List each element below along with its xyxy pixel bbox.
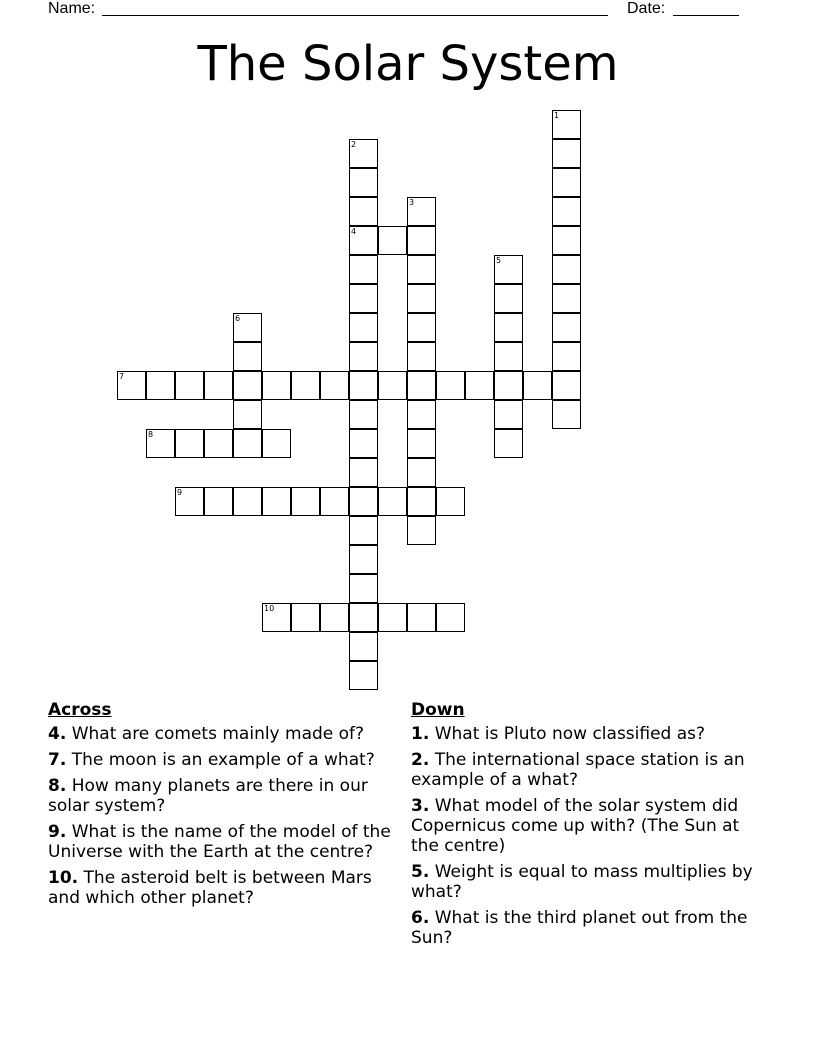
clue-text: What model of the solar system did Copernicus come up with? (The Sun at the centre)	[411, 796, 740, 856]
grid-cell[interactable]	[552, 110, 581, 139]
down-heading: Down	[411, 700, 465, 720]
grid-cell[interactable]	[349, 574, 378, 603]
grid-cell[interactable]	[349, 429, 378, 458]
grid-cell[interactable]	[349, 197, 378, 226]
grid-cell[interactable]	[146, 371, 175, 400]
grid-cell[interactable]	[378, 371, 407, 400]
clue-down-5	[411, 862, 771, 902]
grid-cell[interactable]	[349, 632, 378, 661]
grid-cell[interactable]	[175, 487, 204, 516]
grid-cell[interactable]	[552, 226, 581, 255]
grid-cell[interactable]	[378, 603, 407, 632]
clue-number: 8.	[48, 776, 67, 796]
grid-cell[interactable]	[349, 603, 378, 632]
grid-cell[interactable]	[262, 487, 291, 516]
clue-down-2	[411, 750, 771, 790]
grid-cell[interactable]	[494, 284, 523, 313]
across-clues	[48, 700, 398, 914]
grid-cell[interactable]	[407, 313, 436, 342]
clue-across-10	[48, 868, 398, 908]
grid-cell[interactable]	[349, 226, 378, 255]
grid-cell[interactable]	[262, 603, 291, 632]
clue-text: What is the third planet out from the Sun?	[411, 908, 748, 948]
grid-cell[interactable]	[407, 255, 436, 284]
grid-cell[interactable]	[523, 371, 552, 400]
grid-cell[interactable]	[233, 487, 262, 516]
grid-cell[interactable]	[349, 342, 378, 371]
name-field[interactable]	[102, 15, 608, 16]
grid-cell[interactable]	[175, 429, 204, 458]
grid-cell[interactable]	[349, 168, 378, 197]
clue-number: 6.	[411, 908, 430, 928]
grid-cell[interactable]	[262, 371, 291, 400]
clue-number: 7.	[48, 750, 67, 770]
clue-text: What is Pluto now classified as?	[434, 724, 706, 744]
clue-number: 9.	[48, 822, 67, 842]
grid-cell[interactable]	[262, 429, 291, 458]
grid-cell[interactable]	[465, 371, 494, 400]
cell-number: 1	[554, 111, 560, 120]
grid-cell[interactable]	[552, 400, 581, 429]
grid-cell[interactable]	[349, 661, 378, 690]
cell-number: 10	[264, 604, 275, 613]
page-title: The Solar System	[197, 36, 619, 92]
grid-cell[interactable]	[291, 371, 320, 400]
name-date-header	[48, 0, 768, 22]
grid-cell[interactable]	[349, 371, 378, 400]
clue-across-4	[48, 724, 398, 744]
clue-number: 10.	[48, 868, 79, 888]
grid-cell[interactable]	[349, 545, 378, 574]
grid-cell[interactable]	[407, 429, 436, 458]
grid-cell[interactable]	[407, 487, 436, 516]
clue-number: 3.	[411, 796, 430, 816]
grid-cell[interactable]	[146, 429, 175, 458]
grid-cell[interactable]	[407, 400, 436, 429]
grid-cell[interactable]	[349, 400, 378, 429]
grid-cell[interactable]	[436, 487, 465, 516]
clue-text: Weight is equal to mass multiplies by what?	[411, 862, 753, 902]
grid-cell[interactable]	[494, 255, 523, 284]
grid-cell[interactable]	[552, 255, 581, 284]
grid-cell[interactable]	[407, 342, 436, 371]
grid-cell[interactable]	[407, 603, 436, 632]
grid-cell[interactable]	[552, 284, 581, 313]
grid-cell[interactable]	[494, 371, 523, 400]
grid-cell[interactable]	[204, 487, 233, 516]
clue-text: What is the name of the model of the Universe with the Earth at the centre?	[48, 822, 391, 862]
grid-cell[interactable]	[320, 371, 349, 400]
grid-cell[interactable]	[436, 371, 465, 400]
clue-down-1	[411, 724, 771, 744]
across-heading: Across	[48, 700, 112, 720]
clue-down-3	[411, 796, 771, 856]
grid-cell[interactable]	[349, 255, 378, 284]
grid-cell[interactable]	[233, 313, 262, 342]
cell-number: 9	[177, 488, 183, 497]
cell-number: 3	[409, 198, 415, 207]
clue-across-9	[48, 822, 398, 862]
grid-cell[interactable]	[552, 313, 581, 342]
grid-cell[interactable]	[233, 429, 262, 458]
grid-cell[interactable]	[378, 226, 407, 255]
clue-number: 1.	[411, 724, 430, 744]
grid-cell[interactable]	[204, 429, 233, 458]
grid-cell[interactable]	[233, 400, 262, 429]
clue-text: The asteroid belt is between Mars and which other planet?	[48, 868, 372, 908]
cell-number: 8	[148, 430, 154, 439]
grid-cell[interactable]	[204, 371, 233, 400]
grid-cell[interactable]	[349, 458, 378, 487]
clue-down-6	[411, 908, 771, 948]
clue-number: 5.	[411, 862, 430, 882]
grid-cell[interactable]	[552, 371, 581, 400]
grid-cell[interactable]	[233, 371, 262, 400]
down-clues	[411, 700, 771, 954]
grid-cell[interactable]	[552, 139, 581, 168]
grid-cell[interactable]	[175, 371, 204, 400]
grid-cell[interactable]	[407, 458, 436, 487]
grid-cell[interactable]	[349, 487, 378, 516]
cell-number: 4	[351, 227, 357, 236]
clue-text: What are comets mainly made of?	[71, 724, 365, 744]
grid-cell[interactable]	[407, 197, 436, 226]
grid-cell[interactable]	[552, 197, 581, 226]
grid-cell[interactable]	[494, 400, 523, 429]
grid-cell[interactable]	[407, 226, 436, 255]
date-label: Date:	[627, 0, 666, 17]
grid-cell[interactable]	[494, 342, 523, 371]
grid-cell[interactable]	[552, 342, 581, 371]
grid-cell[interactable]	[291, 603, 320, 632]
grid-cell[interactable]	[320, 487, 349, 516]
grid-cell[interactable]	[349, 284, 378, 313]
grid-cell[interactable]	[494, 313, 523, 342]
clue-across-8	[48, 776, 398, 816]
cell-number: 7	[119, 372, 125, 381]
grid-cell[interactable]	[233, 342, 262, 371]
cell-number: 2	[351, 140, 357, 149]
grid-cell[interactable]	[436, 603, 465, 632]
grid-cell[interactable]	[407, 516, 436, 545]
grid-cell[interactable]	[291, 487, 320, 516]
grid-cell[interactable]	[349, 139, 378, 168]
clue-text: How many planets are there in our solar system?	[48, 776, 368, 816]
clue-text: The international space station is an example of a what?	[411, 750, 745, 790]
grid-cell[interactable]	[552, 168, 581, 197]
grid-cell[interactable]	[349, 516, 378, 545]
grid-cell[interactable]	[349, 313, 378, 342]
clue-across-7	[48, 750, 398, 770]
clue-number: 2.	[411, 750, 430, 770]
grid-cell[interactable]	[407, 284, 436, 313]
clue-text: The moon is an example of a what?	[71, 750, 375, 770]
cell-number: 5	[496, 256, 502, 265]
grid-cell[interactable]	[407, 371, 436, 400]
grid-cell[interactable]	[494, 429, 523, 458]
grid-cell[interactable]	[320, 603, 349, 632]
grid-cell[interactable]	[117, 371, 146, 400]
grid-cell[interactable]	[378, 487, 407, 516]
clue-number: 4.	[48, 724, 67, 744]
cell-number: 6	[235, 314, 241, 323]
date-field[interactable]	[673, 15, 739, 16]
name-label: Name:	[48, 0, 96, 17]
